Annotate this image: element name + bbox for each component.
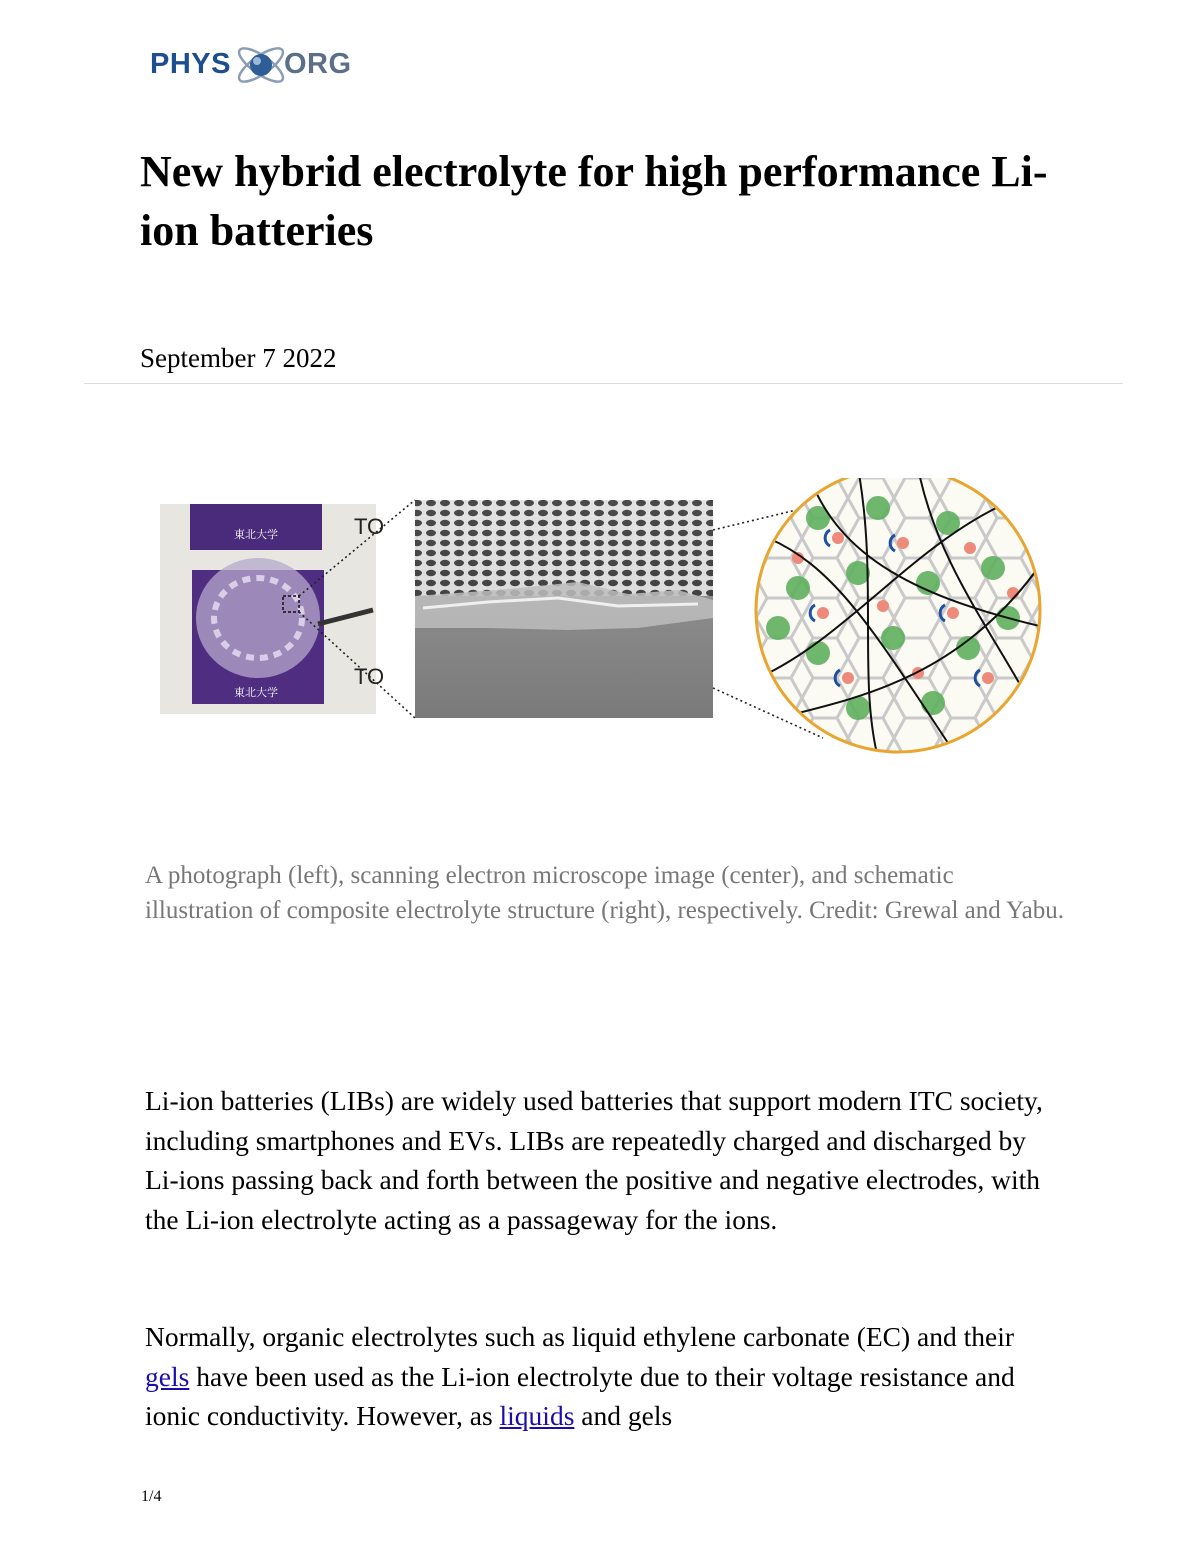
header-divider [84,383,1123,384]
logo-text-org: ORG [284,48,352,80]
logo-text-phys: PHYS [150,48,231,80]
phys-org-logo[interactable] [150,34,360,96]
photo-side-top: TO [354,514,385,539]
p2-text-middle: have been used as the Li-ion electrolyte due to their voltage resistance and ionic conductivity. However, as [145,1360,1015,1431]
article-figure [158,478,1046,758]
sem-panel [415,500,713,718]
page-number: 1/4 [141,1488,162,1505]
link-liquids[interactable]: liquids [499,1400,575,1431]
photo-label-top: 東北大学 [234,528,278,541]
body-paragraph-2 [145,1317,1045,1436]
link-gels[interactable]: gels [145,1360,190,1392]
photo-side-bottom: TO [354,664,385,689]
figure-caption: A photograph (left), scanning electron microscope image (center), and schematic illustration of composite electrolyte structure (right), respectively. Credit: Grewal and Yabu. [145,862,1064,924]
atom-icon [232,34,290,96]
p2-text-before: Normally, organic electrolytes such as liquid ethylene carbonate (EC) and their [145,1321,1015,1352]
photo-label-bottom: 東北大学 [234,686,278,699]
p2-text-after: and gels [574,1400,673,1431]
photo-panel [160,504,384,714]
article-date: September 7 2022 [140,343,337,373]
body-paragraph-1: Li-ion batteries (LIBs) are widely used batteries that support modern ITC society, including smartphones and EVs. LIBs are repeatedly charged and discharged by Li-ions passing back and forth between the positive and negative electrodes, with the Li-ion electrolyte acting as a passageway for the ions. [145,1085,1043,1235]
schematic-panel [754,478,1046,758]
article-title: New hybrid electrolyte for high performance Li-ion batteries [140,147,1048,255]
